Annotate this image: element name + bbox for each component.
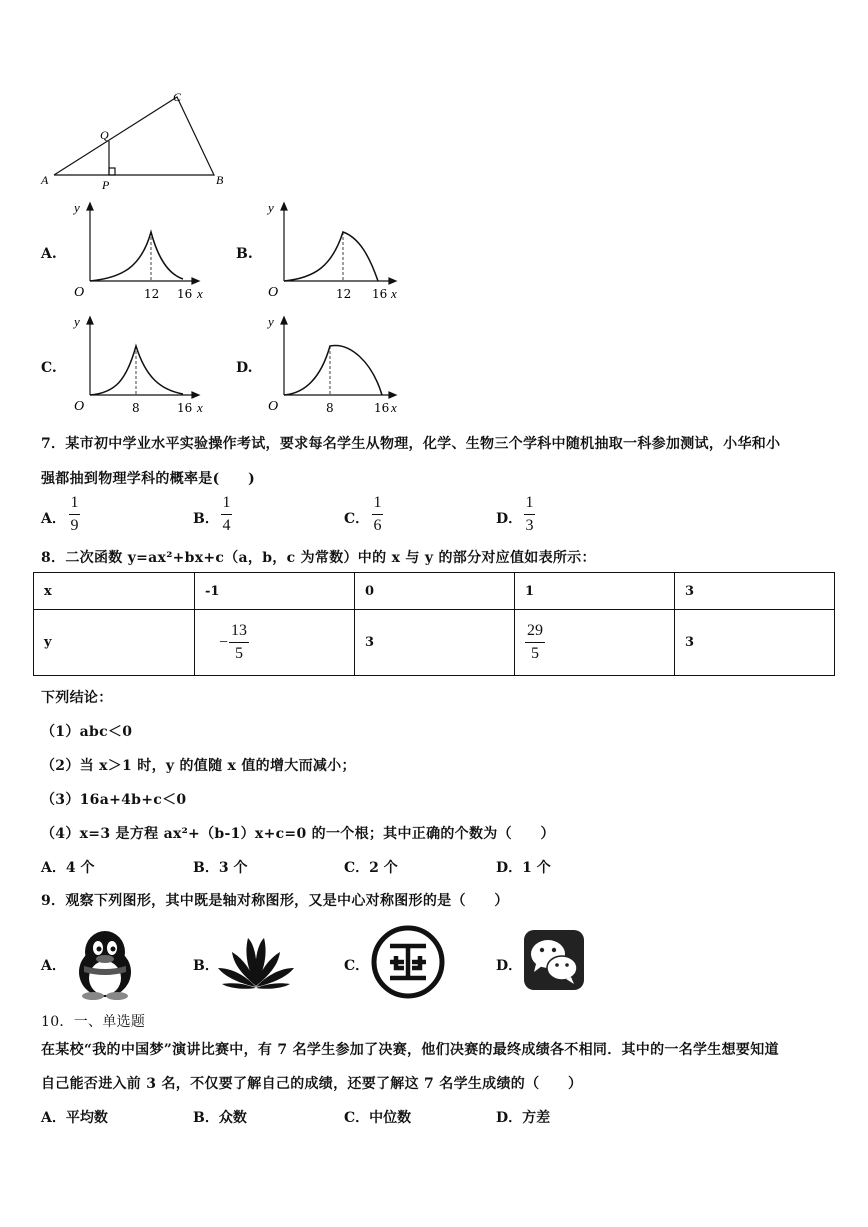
table-cell: $\frac{29}{5}$ <box>515 610 675 676</box>
q8-option-c[interactable]: C．2 个 <box>344 860 398 876</box>
q8-conclusion-4: （4）x=3 是方程 ax²+（b-1）x+c=0 的一个根；其中正确的个数为（ ） <box>41 826 555 842</box>
graph-b <box>260 198 405 306</box>
q7-option-a-label: A． <box>41 511 66 527</box>
q7-option-c-label: C． <box>344 511 370 527</box>
q8-option-d[interactable]: D．1 个 <box>496 860 551 876</box>
option-d-label: D. <box>236 360 253 376</box>
q7-option-c-fraction[interactable]: 1 6 <box>373 494 382 534</box>
q10-option-a[interactable]: A．平均数 <box>41 1110 108 1126</box>
qq-penguin-icon <box>68 926 142 1000</box>
q7-option-b-fraction[interactable]: 1 4 <box>222 494 231 534</box>
q10-stem-line1: 在某校“我的中国梦”演讲比赛中，有 7 名学生参加了决赛，他们决赛的最终成绩各不相同．其中的一名学生想要知道 <box>41 1042 779 1058</box>
option-b-label: B. <box>236 246 253 262</box>
x-axis-label: x <box>197 286 203 301</box>
tick-label: 8 <box>132 401 140 415</box>
point-q-label: Q <box>100 128 109 142</box>
q8-conclusion-1: （1）abc＜0 <box>41 724 133 740</box>
tick-label: 12 <box>336 287 352 301</box>
table-cell: 3 <box>675 610 835 676</box>
graph-d <box>260 312 405 420</box>
table-row <box>34 573 835 610</box>
table-cell: − 13 5 <box>195 610 355 676</box>
y-axis-label: y <box>74 314 80 329</box>
origin-label: O <box>74 285 85 300</box>
origin-label: O <box>268 399 279 414</box>
minus-sign: − <box>219 633 229 651</box>
origin-label: O <box>268 285 279 300</box>
option-a-label: A. <box>41 246 57 262</box>
q7-option-b-label: B． <box>193 511 219 527</box>
graph-a <box>66 198 206 306</box>
q10-stem-line2: 自己能否进入前 3 名，不仅要了解自己的成绩，还要了解这 7 名学生成绩的（ ） <box>41 1076 583 1092</box>
graph-c <box>66 312 206 420</box>
vertex-b-label: B <box>216 173 224 187</box>
tick-label: 8 <box>326 401 334 415</box>
tick-label: 16 <box>177 401 193 415</box>
q8-option-b[interactable]: B．3 个 <box>193 860 248 876</box>
option-c-label: C. <box>41 360 57 376</box>
tick-label: 12 <box>144 287 160 301</box>
table-cell: 1 <box>515 573 675 610</box>
vertex-c-label: C <box>173 90 182 104</box>
q9-option-d-label[interactable]: D． <box>496 958 523 974</box>
q10-option-c[interactable]: C．中位数 <box>344 1110 412 1126</box>
wechat-logo-icon <box>522 928 586 992</box>
vertex-a-label: A <box>41 173 49 187</box>
q8-value-table <box>33 572 835 676</box>
table-cell: 3 <box>355 610 515 676</box>
q10-option-b[interactable]: B．众数 <box>193 1110 247 1126</box>
q10-option-d[interactable]: D．方差 <box>496 1110 551 1126</box>
y-axis-label: y <box>268 314 274 329</box>
triangle-figure <box>38 85 238 195</box>
x-axis-label: x <box>391 400 397 415</box>
q8-conclusion-3: （3）16a+4b+c＜0 <box>41 792 187 808</box>
point-p-label: P <box>102 178 110 192</box>
y-axis-label: y <box>74 200 80 215</box>
tick-label: 16 <box>177 287 193 301</box>
q7-stem-line1: 7．某市初中学业水平实验操作考试，要求每名学生从物理，化学、生物三个学科中随机抽取一科参加测试，小华和小 <box>41 436 781 452</box>
tick-label: 16 <box>374 401 390 415</box>
q10-heading: 10．一、单选题 <box>41 1014 146 1030</box>
table-cell: y <box>34 610 195 676</box>
x-axis-label: x <box>197 400 203 415</box>
x-axis-label: x <box>391 286 397 301</box>
q8-stem: 8．二次函数 y=ax²+bx+c（a，b，c 为常数）中的 x 与 y 的部分对应值如表所示： <box>41 550 596 566</box>
origin-label: O <box>74 399 85 414</box>
q9-option-a-label[interactable]: A． <box>41 958 66 974</box>
table-row <box>34 610 835 676</box>
icbc-logo-icon <box>370 924 446 1000</box>
table-cell: 3 <box>675 573 835 610</box>
table-cell: -1 <box>195 573 355 610</box>
q7-stem-line2: 强都抽到物理学科的概率是( ) <box>41 471 256 487</box>
table-cell: 0 <box>355 573 515 610</box>
q8-conclusions-title: 下列结论： <box>41 690 113 706</box>
huawei-logo-icon <box>214 930 298 990</box>
table-cell: x <box>34 573 195 610</box>
q7-option-a-fraction[interactable]: 1 9 <box>70 494 79 534</box>
q9-option-c-label[interactable]: C． <box>344 958 370 974</box>
q7-option-d-fraction[interactable]: 1 3 <box>525 494 534 534</box>
q9-stem: 9．观察下列图形，其中既是轴对称图形，又是中心对称图形的是（ ） <box>41 893 509 909</box>
q7-option-d-label: D． <box>496 511 523 527</box>
q9-option-b-label[interactable]: B． <box>193 958 219 974</box>
q8-conclusion-2: （2）当 x＞1 时，y 的值随 x 值的增大而减小； <box>41 758 356 774</box>
tick-label: 16 <box>372 287 388 301</box>
q8-option-a[interactable]: A．4 个 <box>41 860 95 876</box>
y-axis-label: y <box>268 200 274 215</box>
